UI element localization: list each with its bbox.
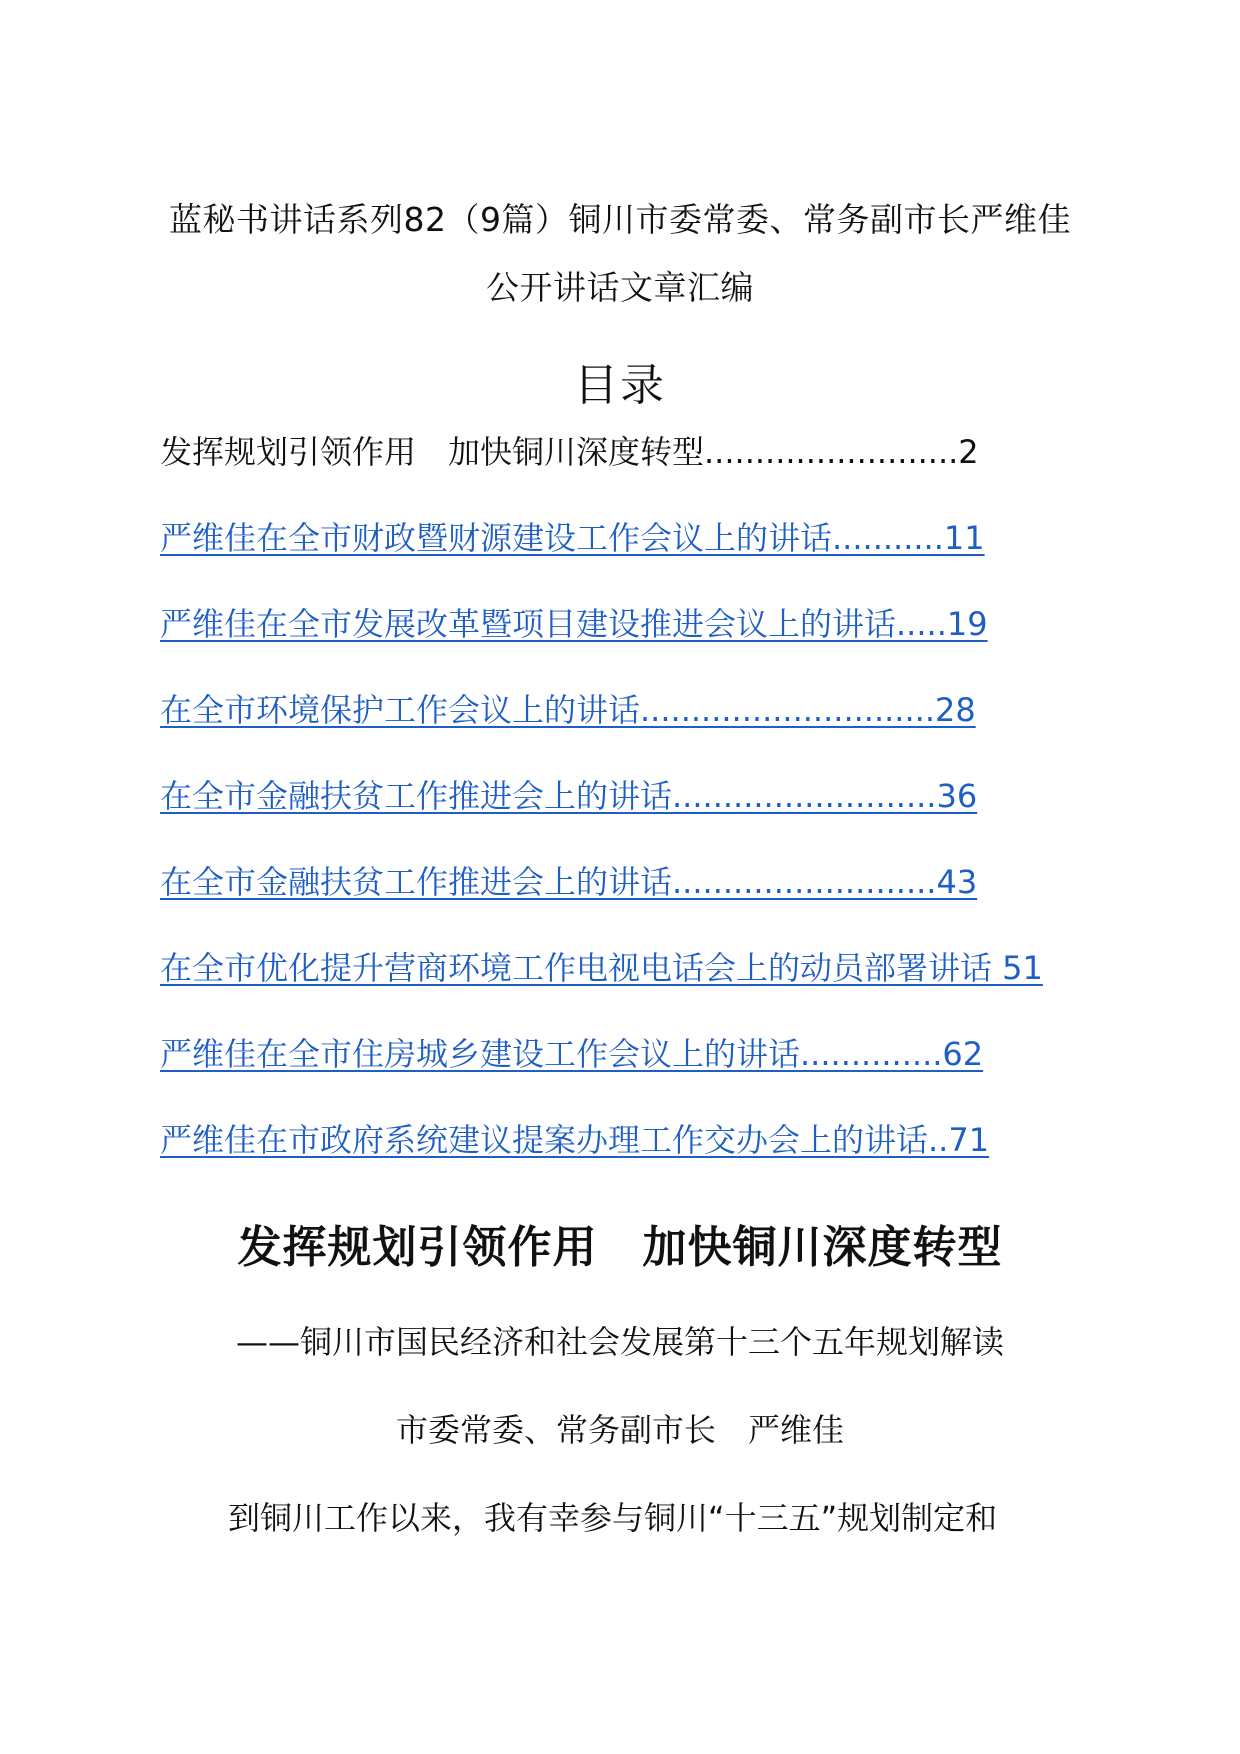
toc-list bbox=[160, 432, 1120, 1206]
article-title: 发挥规划引领作用 加快铜川深度转型 bbox=[237, 1222, 1003, 1273]
toc-item bbox=[160, 432, 1120, 518]
document-title-line-1: 蓝秘书讲话系列82（9篇）铜川市委常委、常务副市长严维佳 bbox=[169, 200, 1071, 239]
article-first-paragraph: 到铜川工作以来，我有幸参与铜川“十三五”规划制定和 bbox=[228, 1499, 998, 1537]
toc-link-text[interactable]: 严维佳在全市发展改革暨项目建设推进会议上的讲话.....19 bbox=[160, 605, 988, 643]
toc-link-text[interactable]: 严维佳在全市财政暨财源建设工作会议上的讲话...........11 bbox=[160, 519, 985, 557]
toc-link-text[interactable]: 严维佳在全市住房城乡建设工作会议上的讲话..............62 bbox=[160, 1035, 984, 1073]
toc-link-text[interactable]: 严维佳在市政府系统建议提案办理工作交办会上的讲话..71 bbox=[160, 1121, 990, 1159]
toc-item[interactable] bbox=[160, 948, 1120, 1034]
toc-item[interactable] bbox=[160, 518, 1120, 604]
toc-item[interactable] bbox=[160, 690, 1120, 776]
toc-item[interactable] bbox=[160, 604, 1120, 690]
toc-link-text[interactable]: 在全市优化提升营商环境工作电视电话会上的动员部署讲话 51 bbox=[160, 949, 1043, 987]
article-subtitle: ——铜川市国民经济和社会发展第十三个五年规划解读 bbox=[235, 1323, 1004, 1361]
toc-link-text[interactable]: 在全市金融扶贫工作推进会上的讲话..........................36 bbox=[160, 777, 978, 815]
toc-item[interactable] bbox=[160, 862, 1120, 948]
toc-item[interactable] bbox=[160, 1120, 1120, 1206]
toc-link-text[interactable]: 在全市金融扶贫工作推进会上的讲话..........................43 bbox=[160, 863, 978, 901]
toc-link-text[interactable]: 在全市环境保护工作会议上的讲话.............................28 bbox=[160, 691, 976, 729]
toc-item[interactable] bbox=[160, 776, 1120, 862]
toc-heading: 目录 bbox=[574, 360, 666, 411]
document-title-line-2: 公开讲话文章汇编 bbox=[486, 268, 754, 307]
toc-item-text: 发挥规划引领作用 加快铜川深度转型.........................2 bbox=[160, 433, 979, 471]
toc-item[interactable] bbox=[160, 1034, 1120, 1120]
article-author: 市委常委、常务副市长 严维佳 bbox=[395, 1411, 844, 1449]
